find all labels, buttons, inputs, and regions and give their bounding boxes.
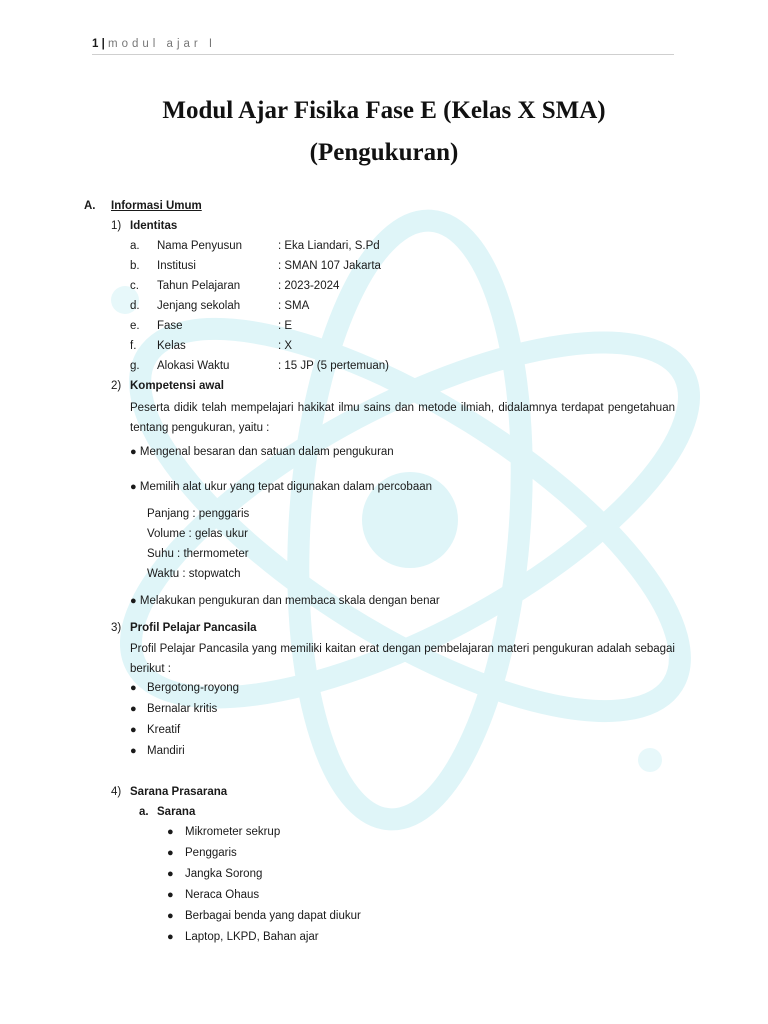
row-letter: f. <box>130 340 137 352</box>
header-text: modul ajar I <box>108 38 217 50</box>
profil-paragraph: Profil Pelajar Pancasila yang memiliki kaitan erat dengan pembelajaran materi pengukuran adalah sebagai berikut : <box>130 643 675 675</box>
row-letter: a. <box>130 240 140 252</box>
profil-item: Bernalar kritis <box>147 703 218 715</box>
kompetensi-bullet <box>130 595 440 607</box>
bullet-icon: ● <box>167 826 174 838</box>
doc-subtitle: (Pengukuran) <box>309 139 459 166</box>
row-value: : SMA <box>278 300 310 312</box>
page-number: 1 <box>92 38 99 50</box>
bullet-icon: ● <box>130 724 137 736</box>
row-label: Kelas <box>157 340 186 352</box>
row-letter: c. <box>130 280 139 292</box>
sarana-item: Mikrometer sekrup <box>185 826 281 838</box>
row-label: Nama Penyusun <box>157 240 243 252</box>
bullet-icon: ● <box>130 682 137 694</box>
identitas-num: 1) <box>111 220 122 232</box>
sarana-sub-letter: a. <box>139 806 149 818</box>
profil-num: 3) <box>111 622 122 634</box>
header-separator: | <box>101 38 105 50</box>
row-label: Institusi <box>157 260 196 272</box>
header-rule <box>92 54 674 55</box>
bullet-text: Melakukan pengukuran dan membaca skala dengan benar <box>139 595 440 607</box>
bullet-icon: ● <box>130 745 137 757</box>
sarana-item: Neraca Ohaus <box>185 889 260 901</box>
kompetensi-heading: Kompetensi awal <box>130 380 224 392</box>
page-header <box>92 38 216 50</box>
profil-item: Kreatif <box>147 724 181 736</box>
bullet-text: Memilih alat ukur yang tepat digunakan dalam percobaan <box>139 481 433 493</box>
tool-item: Volume : gelas ukur <box>147 528 249 540</box>
bullet-text: Mengenal besaran dan satuan dalam pengukuran <box>139 446 394 458</box>
bullet-icon: ● <box>130 446 137 458</box>
profil-item: Mandiri <box>147 745 185 757</box>
row-label: Tahun Pelajaran <box>157 280 241 292</box>
kompetensi-bullet <box>130 446 394 458</box>
row-label: Jenjang sekolah <box>157 300 241 312</box>
row-letter: e. <box>130 320 140 332</box>
sarana-sub-heading: Sarana <box>157 806 196 818</box>
sarana-num: 4) <box>111 786 122 798</box>
row-value: : 15 JP (5 pertemuan) <box>278 360 390 372</box>
bullet-icon: ● <box>130 481 137 493</box>
tool-item: Waktu : stopwatch <box>147 568 241 580</box>
bullet-icon: ● <box>167 847 174 859</box>
row-value: : E <box>278 320 293 332</box>
section-a-marker: A. <box>84 200 96 212</box>
kompetensi-bullet <box>130 481 432 493</box>
sarana-item: Penggaris <box>185 847 237 859</box>
tool-item: Panjang : penggaris <box>147 508 250 520</box>
section-a-heading: Informasi Umum <box>111 200 202 212</box>
row-value: : SMAN 107 Jakarta <box>278 260 381 272</box>
row-label: Fase <box>157 320 183 332</box>
row-value: : X <box>278 340 293 352</box>
sarana-item: Jangka Sorong <box>185 868 263 880</box>
bullet-icon: ● <box>167 868 174 880</box>
kompetensi-num: 2) <box>111 380 122 392</box>
bullet-icon: ● <box>167 931 174 943</box>
row-value: : Eka Liandari, S.Pd <box>278 240 380 252</box>
bullet-icon: ● <box>167 910 174 922</box>
row-letter: g. <box>130 360 140 372</box>
row-letter: d. <box>130 300 140 312</box>
identitas-heading: Identitas <box>130 220 178 232</box>
profil-heading: Profil Pelajar Pancasila <box>130 622 257 634</box>
row-value: : 2023-2024 <box>278 280 340 292</box>
bullet-icon: ● <box>130 595 137 607</box>
sarana-item: Berbagai benda yang dapat diukur <box>185 910 361 922</box>
kompetensi-paragraph: Peserta didik telah mempelajari hakikat ilmu sains dan metode ilmiah, didalamnya terdapat pengetahuan tentang pengukuran, yaitu : <box>130 402 675 434</box>
row-label: Alokasi Waktu <box>157 360 230 372</box>
row-letter: b. <box>130 260 140 272</box>
profil-item: Bergotong-royong <box>147 682 240 694</box>
tool-item: Suhu : thermometer <box>147 548 249 560</box>
bullet-icon: ● <box>167 889 174 901</box>
bullet-icon: ● <box>130 703 137 715</box>
doc-title: Modul Ajar Fisika Fase E (Kelas X SMA) <box>162 97 606 124</box>
sarana-heading: Sarana Prasarana <box>130 786 228 798</box>
sarana-item: Laptop, LKPD, Bahan ajar <box>185 931 319 943</box>
